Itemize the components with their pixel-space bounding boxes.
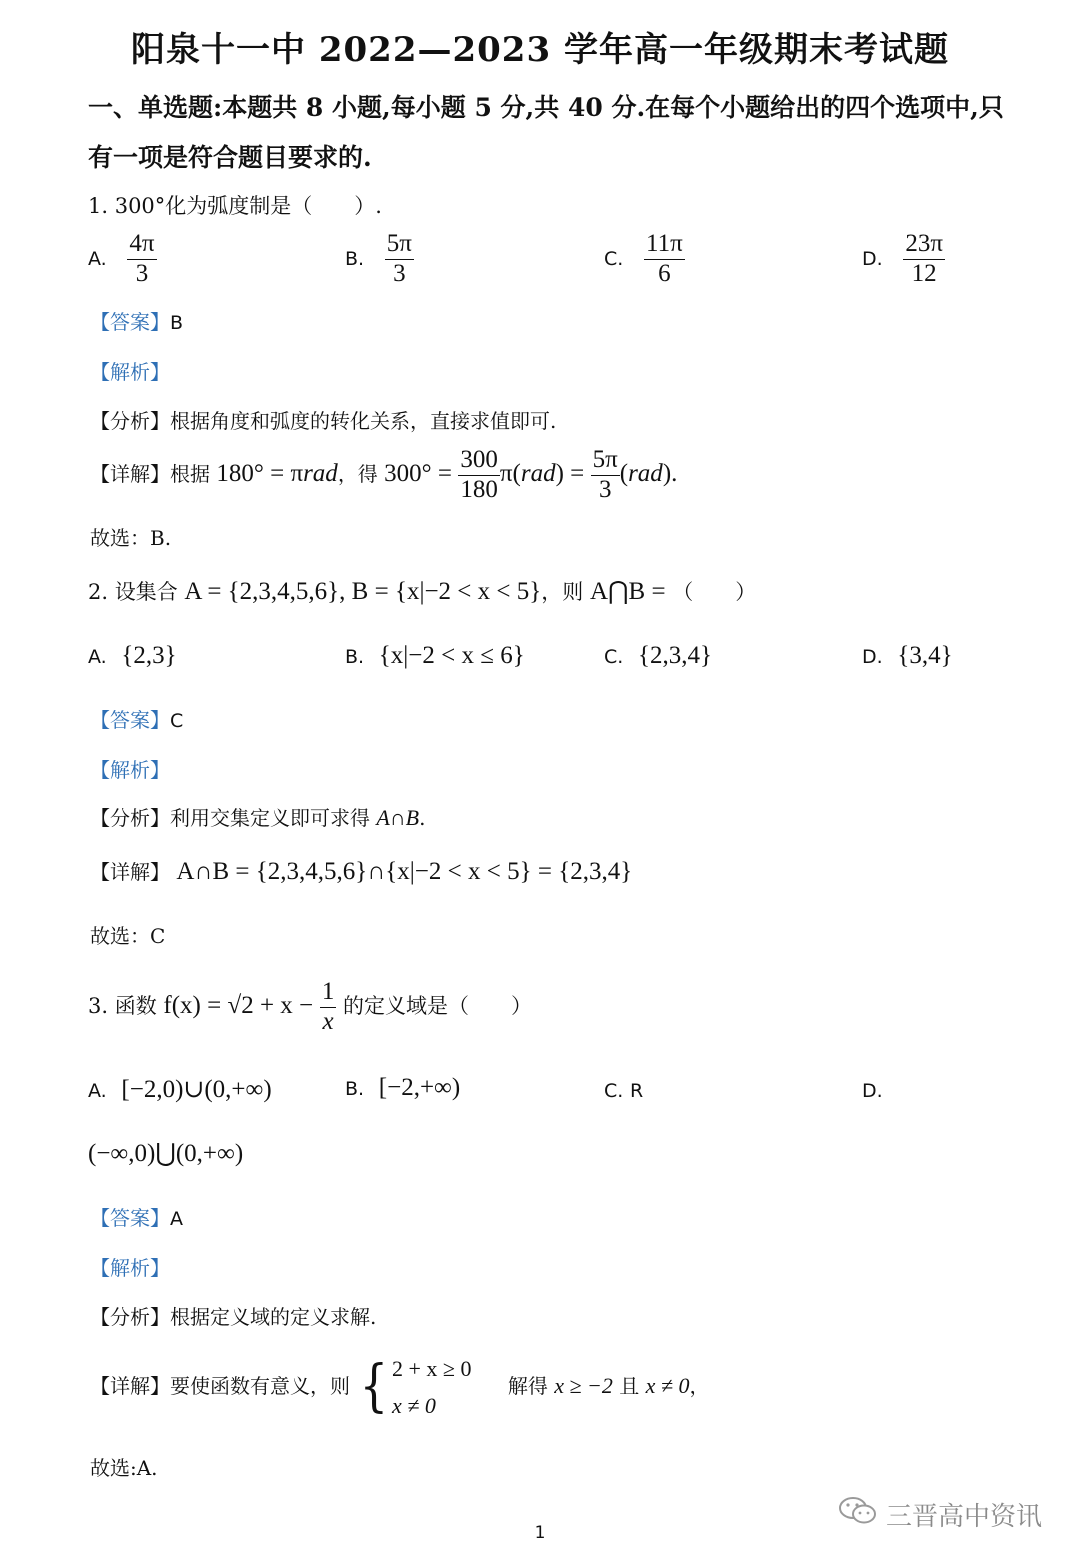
section-heading-line1: 一、单选题:本题共 8 小题,每小题 5 分,共 40 分.在每个小题给出的四个选项中,只 <box>88 93 1004 122</box>
detail-text: 解得 <box>507 1373 548 1398</box>
math: ) = <box>555 459 585 487</box>
xiangjie-label: 【详解】 <box>90 860 170 884</box>
q1-answer <box>90 306 183 335</box>
denominator: 3 <box>135 259 149 287</box>
q1-option-a <box>88 230 157 289</box>
q1-jiexi <box>90 356 170 385</box>
numerator: 1 <box>320 978 337 1008</box>
stem-text: 3. 函数 <box>88 993 157 1018</box>
fraction <box>591 446 620 505</box>
math: A = {2,3,4,5,6}, B = {x|−2 < x < 5} <box>184 578 542 605</box>
q2-stem <box>88 576 756 606</box>
q1-stem: 1. 300°化为弧度制是（ ）. <box>88 194 382 218</box>
math: ( <box>619 459 629 487</box>
fraction <box>458 446 500 505</box>
option-value: {x|−2 < x ≤ 6} <box>378 642 525 669</box>
math: A∩B = {2,3,4,5,6}∩{x|−2 < x < 5} = {2,3,4} <box>176 858 633 885</box>
math: A∩B <box>376 805 420 830</box>
option-value: [−2,0)∪(0,+∞) <box>121 1076 272 1103</box>
numerator: 5π <box>591 446 620 476</box>
math: 300° = <box>384 459 453 487</box>
answer-value: A <box>170 1208 183 1230</box>
q3-option-d-label <box>862 1078 883 1102</box>
q2-option-d <box>862 642 953 670</box>
fenxi-text: 根据定义域的定义求解. <box>170 1305 377 1329</box>
denominator: 3 <box>598 475 612 503</box>
q2-option-c <box>604 642 712 670</box>
denominator: 3 <box>393 259 406 287</box>
option-label: C. <box>604 1080 624 1102</box>
option-value: (−∞,0)⋃(0,+∞) <box>88 1140 244 1167</box>
answer-value: B <box>170 312 184 334</box>
stem-text: 2. 设集合 <box>88 580 178 604</box>
q3-option-d-value <box>88 1138 243 1168</box>
answer-label: 【答案】 <box>90 310 170 334</box>
q3-jiexi <box>90 1252 170 1281</box>
page-title: 阳泉十一中 2022—2023 学年高一年级期末考试题 <box>131 30 949 70</box>
stem-text: ，则 <box>541 580 584 604</box>
jiexi-label: 【解析】 <box>90 360 170 384</box>
numerator: 300 <box>458 446 500 476</box>
math: ). <box>662 459 678 487</box>
math: rad <box>628 459 663 487</box>
option-fraction <box>903 230 945 289</box>
section-heading-line2: 有一项是符合题目要求的. <box>88 143 372 172</box>
option-label: A. <box>88 247 107 270</box>
fenxi-label: 【分析】 <box>90 806 170 830</box>
option-value: {2,3,4} <box>638 642 712 669</box>
math: x ≠ 0 <box>645 1372 690 1398</box>
q1-option-c <box>604 230 685 289</box>
q3-answer <box>90 1202 183 1231</box>
detail-text: 且 <box>619 1373 640 1398</box>
brace-icon: { <box>359 1354 389 1420</box>
q2-jiexi <box>90 754 170 783</box>
q3-detail <box>90 1350 709 1425</box>
numerator: 5π <box>385 230 414 260</box>
denominator: 180 <box>460 475 498 503</box>
fenxi-label: 【分析】 <box>90 409 170 433</box>
option-value: {2,3} <box>121 642 177 669</box>
option-fraction <box>385 230 414 289</box>
q2-fenxi <box>90 802 425 831</box>
denominator: 12 <box>911 259 937 287</box>
option-value: [−2,+∞) <box>378 1074 461 1101</box>
q3-option-c <box>604 1078 643 1102</box>
q2-option-b <box>345 642 525 670</box>
math: x ≥ −2 <box>554 1372 613 1398</box>
option-label: B. <box>345 247 365 270</box>
option-value: R <box>630 1080 644 1102</box>
xiangjie-label: 【详解】 <box>90 1373 170 1398</box>
watermark-text: 三晋高中资讯 <box>885 1502 1042 1532</box>
option-label: B. <box>345 1078 365 1100</box>
option-label: C. <box>604 646 624 668</box>
detail-text: 根据 <box>170 461 210 486</box>
q3-fenxi <box>90 1301 376 1330</box>
numerator: 11π <box>644 230 685 260</box>
option-label: D. <box>862 247 883 270</box>
q1-option-b <box>345 230 414 289</box>
numerator: 4π <box>127 230 156 260</box>
q3-option-a <box>88 1074 272 1104</box>
q1-detail <box>90 446 677 505</box>
detail-text: ，得 <box>337 461 378 486</box>
q3-conclusion: 故选:A. <box>90 1456 158 1480</box>
page-number: 1 <box>534 1523 546 1543</box>
answer-value: C <box>170 710 184 732</box>
q3-stem <box>88 978 532 1037</box>
math: 180° = π <box>216 459 304 487</box>
detail-text: ， <box>689 1373 710 1398</box>
inequality-system <box>392 1350 471 1425</box>
fraction <box>320 978 337 1037</box>
answer-label: 【答案】 <box>90 1206 170 1230</box>
q2-conclusion: 故选：C <box>90 924 166 948</box>
q1-option-d <box>862 230 945 289</box>
option-value: {3,4} <box>897 642 953 669</box>
fenxi-label: 【分析】 <box>90 1305 170 1329</box>
math: f(x) = √2 + x − <box>163 991 314 1019</box>
fenxi-text: 根据角度和弧度的转化关系，直接求值即可. <box>170 409 557 433</box>
option-fraction <box>644 230 685 289</box>
option-label: B. <box>345 646 365 668</box>
fenxi-text: . <box>419 806 426 830</box>
fenxi-text: 利用交集定义即可求得 <box>170 806 370 830</box>
denominator: x <box>322 1007 334 1035</box>
q2-detail <box>90 856 632 886</box>
q2-answer <box>90 704 183 733</box>
q1-fenxi <box>90 405 556 434</box>
q2-option-a <box>88 642 177 670</box>
math: rad <box>303 459 338 487</box>
jiexi-label: 【解析】 <box>90 758 170 782</box>
option-label: D. <box>862 646 883 668</box>
option-label: A. <box>88 1080 107 1102</box>
denominator: 6 <box>658 259 671 287</box>
math: π( <box>499 459 521 487</box>
numerator: 23π <box>903 230 945 260</box>
stem-text: 的定义域是（ ） <box>343 993 533 1018</box>
system-line: x ≠ 0 <box>392 1393 436 1419</box>
answer-label: 【答案】 <box>90 708 170 732</box>
option-label: A. <box>88 646 107 668</box>
xiangjie-label: 【详解】 <box>90 461 170 486</box>
stem-text: （ ） <box>672 580 757 604</box>
option-label: D. <box>862 1080 883 1102</box>
math: A⋂B = <box>589 578 666 605</box>
detail-text: 要使函数有意义，则 <box>170 1373 350 1398</box>
option-fraction <box>127 230 156 289</box>
q1-conclusion: 故选：B. <box>90 526 172 550</box>
math: rad <box>520 459 556 487</box>
system-line: 2 + x ≥ 0 <box>392 1356 472 1381</box>
option-label: C. <box>604 247 624 270</box>
q3-option-b <box>345 1074 460 1102</box>
jiexi-label: 【解析】 <box>90 1256 170 1280</box>
